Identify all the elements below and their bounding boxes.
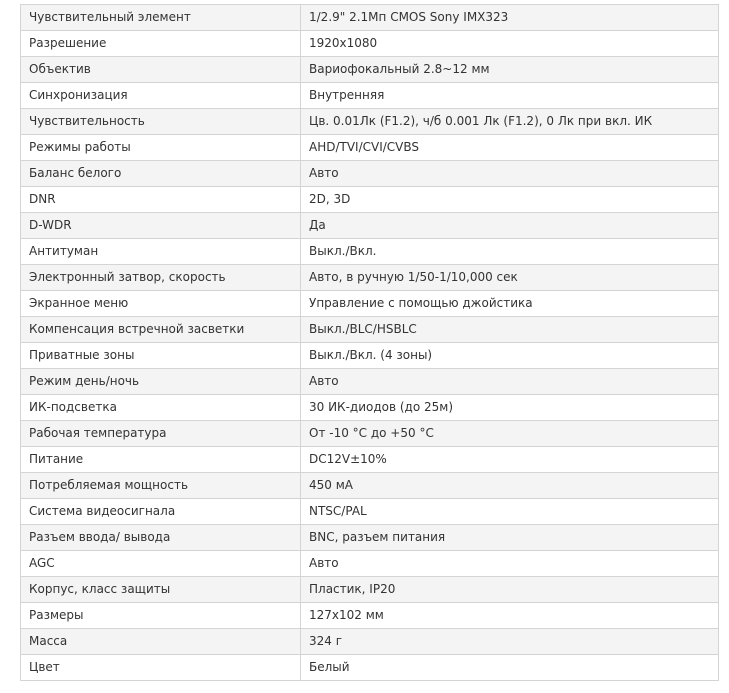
table-row [21,655,719,681]
table-row [21,57,719,83]
table-row [21,31,719,57]
spec-value-cell: 450 мА [301,473,719,499]
spec-name-cell: Баланс белого [21,161,301,187]
table-row [21,109,719,135]
table-row [21,551,719,577]
table-row [21,291,719,317]
table-row [21,213,719,239]
spec-value-cell: Выкл./BLC/HSBLC [301,317,719,343]
table-row [21,161,719,187]
spec-name-cell: Компенсация встречной засветки [21,317,301,343]
table-row [21,421,719,447]
spec-name-cell: Чувствительность [21,109,301,135]
spec-name-cell: Система видеосигнала [21,499,301,525]
spec-value-cell: 30 ИК-диодов (до 25м) [301,395,719,421]
spec-value-cell: Да [301,213,719,239]
spec-value-cell: 1920x1080 [301,31,719,57]
spec-value-cell: Авто, в ручную 1/50-1/10,000 сек [301,265,719,291]
spec-name-cell: Корпус, класс защиты [21,577,301,603]
table-row [21,5,719,31]
spec-value-cell: NTSC/PAL [301,499,719,525]
spec-value-cell: Пластик, IP20 [301,577,719,603]
spec-value-cell: 324 г [301,629,719,655]
spec-name-cell: Питание [21,447,301,473]
spec-name-cell: AGC [21,551,301,577]
spec-name-cell: ИК-подсветка [21,395,301,421]
spec-name-cell: Экранное меню [21,291,301,317]
spec-value-cell: Выкл./Вкл. [301,239,719,265]
table-row [21,603,719,629]
spec-value-cell: Авто [301,161,719,187]
spec-name-cell: Режим день/ночь [21,369,301,395]
specifications-table-body [21,5,719,681]
spec-value-cell: Цв. 0.01Лк (F1.2), ч/б 0.001 Лк (F1.2), 0 Лк при вкл. ИК [301,109,719,135]
table-row [21,343,719,369]
spec-value-cell: От -10 °С до +50 °С [301,421,719,447]
spec-name-cell: Разъем ввода/ вывода [21,525,301,551]
spec-value-cell: Вариофокальный 2.8~12 мм [301,57,719,83]
spec-name-cell: D-WDR [21,213,301,239]
table-row [21,317,719,343]
spec-value-cell: 2D, 3D [301,187,719,213]
table-row [21,395,719,421]
spec-name-cell: Масса [21,629,301,655]
spec-name-cell: Цвет [21,655,301,681]
spec-value-cell: BNC, разъем питания [301,525,719,551]
table-row [21,629,719,655]
table-row [21,577,719,603]
table-row [21,83,719,109]
spec-value-cell: 127x102 мм [301,603,719,629]
spec-value-cell: Внутренняя [301,83,719,109]
spec-name-cell: Объектив [21,57,301,83]
spec-value-cell: Авто [301,369,719,395]
spec-name-cell: Синхронизация [21,83,301,109]
table-row [21,239,719,265]
spec-name-cell: Разрешение [21,31,301,57]
spec-value-cell: AHD/TVI/CVI/CVBS [301,135,719,161]
spec-value-cell: Выкл./Вкл. (4 зоны) [301,343,719,369]
table-row [21,265,719,291]
spec-name-cell: Потребляемая мощность [21,473,301,499]
spec-value-cell: Управление с помощью джойстика [301,291,719,317]
spec-value-cell: Белый [301,655,719,681]
spec-value-cell: Авто [301,551,719,577]
spec-name-cell: DNR [21,187,301,213]
table-row [21,447,719,473]
spec-name-cell: Чувствительный элемент [21,5,301,31]
spec-name-cell: Режимы работы [21,135,301,161]
spec-name-cell: Размеры [21,603,301,629]
specifications-table [20,4,719,681]
spec-name-cell: Электронный затвор, скорость [21,265,301,291]
table-row [21,187,719,213]
spec-value-cell: DC12V±10% [301,447,719,473]
table-row [21,525,719,551]
spec-name-cell: Антитуман [21,239,301,265]
table-row [21,499,719,525]
spec-name-cell: Рабочая температура [21,421,301,447]
spec-name-cell: Приватные зоны [21,343,301,369]
table-row [21,369,719,395]
table-row [21,473,719,499]
table-row [21,135,719,161]
spec-value-cell: 1/2.9" 2.1Мп CMOS Sony IMX323 [301,5,719,31]
